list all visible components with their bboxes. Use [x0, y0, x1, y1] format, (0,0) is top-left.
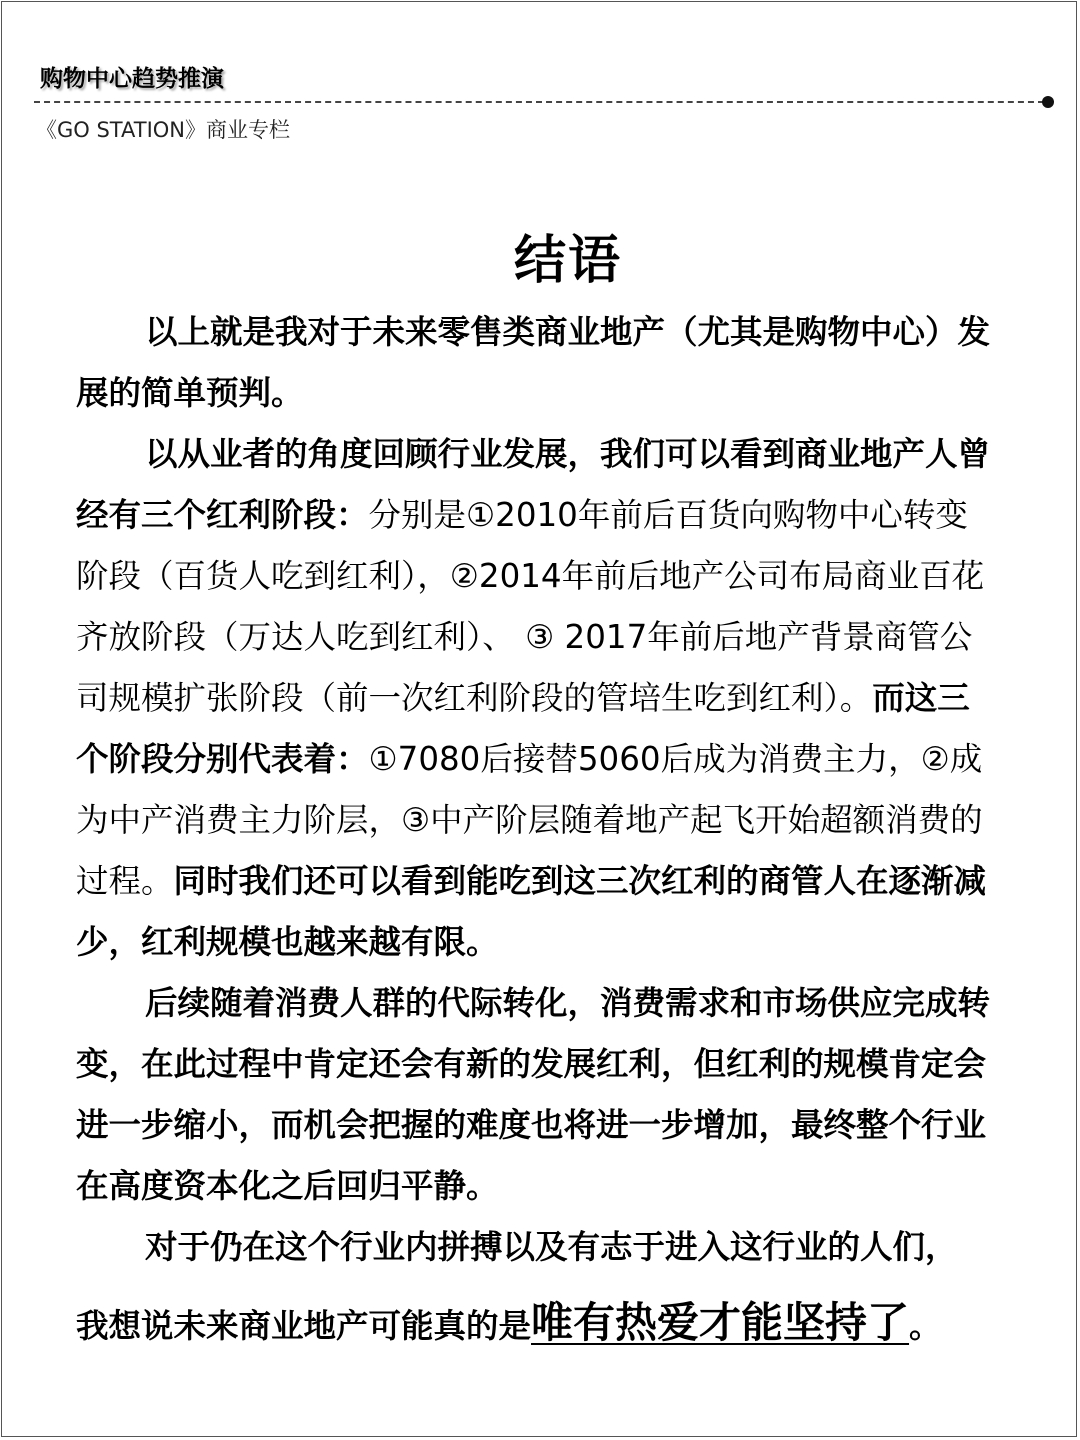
article-body — [76, 302, 996, 1364]
column-name: 《GO STATION》商业专栏 — [36, 118, 290, 142]
bonus-stages-lead: 以从业者的角度回顾行业发展，我们可以看到商业地产人曾经有三个红利阶段： — [76, 435, 991, 534]
closing-prefix: 我想说未来商业地产可能真的是 — [76, 1307, 532, 1345]
bonus-stages-list: 分别是①2010年前后百货向购物中心转变阶段（百货人吃到红利），②2014年前后地产公司布局商业百花齐放阶段（万达人吃到红利）、 ③ 2017年前后地产背景商管公司规模扩张阶段（前一次红利阶段的管培生吃到红利）。 — [76, 496, 985, 717]
paragraph-outlook: 后续随着消费人群的代际转化，消费需求和市场供应完成转变，在此过程中肯定还会有新的发展红利，但红利的规模肯定会进一步缩小，而机会把握的难度也将进一步增加，最终整个行业在高度资本化之后回归平静。 — [76, 984, 991, 1205]
closing-emphasis: 唯有热爱才能坚持了 — [531, 1298, 910, 1347]
bonus-decline-note: 同时我们还可以看到能吃到这三次红利的商管人在逐渐减少，红利规模也越来越有限。 — [76, 862, 987, 961]
paragraph-intro: 以上就是我对于未来零售类商业地产（尤其是购物中心）发展的简单预判。 — [76, 313, 991, 412]
divider-end-dot — [1042, 96, 1054, 108]
header-divider — [34, 101, 1044, 103]
paragraph-closing-line2 — [76, 1285, 996, 1364]
series-title: 购物中心趋势推演 — [40, 66, 224, 92]
paragraph-bonus-stages — [76, 424, 996, 973]
article-title: 结语 — [513, 231, 622, 291]
stages-meaning-list: ①7080后接替5060后成为消费主力，②成为中产消费主力阶层，③中产阶层随着地产起飞开始超额消费的过程。 — [76, 740, 983, 900]
paragraph-closing: 对于仍在这个行业内拼搏以及有志于进入这行业的人们， — [145, 1228, 958, 1266]
closing-period: 。 — [909, 1307, 942, 1345]
stages-meaning-lead: 而这三个阶段分别代表着： — [76, 679, 970, 778]
